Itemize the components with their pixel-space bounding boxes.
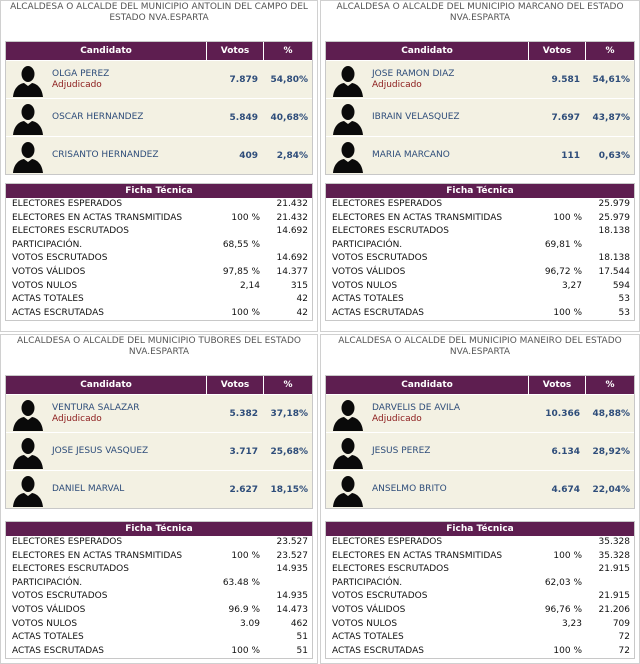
ficha-row: [326, 293, 634, 307]
ficha-value: 14.473: [276, 604, 308, 615]
ficha-row: [326, 280, 634, 294]
ficha-tecnica: [5, 183, 313, 321]
ficha-spacer: [582, 577, 634, 591]
avatar: [6, 435, 50, 469]
ficha-row: [6, 645, 312, 659]
candidate-name: JOSE RAMON DIAZ: [372, 68, 455, 79]
candidate-votes: 111: [561, 150, 580, 161]
ficha-pct: [536, 590, 582, 604]
ficha-pct: 63.48 %: [222, 577, 260, 588]
ficha-pct: [214, 252, 260, 266]
person-silhouette-icon: [331, 139, 365, 173]
candidate-row: [326, 432, 634, 470]
ficha-value: 72: [618, 645, 630, 656]
ficha-row: [6, 266, 312, 280]
candidate-name: DANIEL MARVAL: [52, 484, 125, 494]
candidate-name: VENTURA SALAZAR: [52, 402, 140, 413]
panel-maneiro: [320, 334, 640, 664]
ficha-pct: [214, 198, 260, 212]
header-pct: %: [605, 46, 615, 56]
ficha-value: 14.377: [276, 266, 308, 277]
results-header: [326, 376, 634, 394]
header-votes: Votos: [542, 380, 572, 390]
candidate-name-cell: [370, 69, 528, 91]
ficha-value: 14.935: [276, 591, 308, 602]
candidate-name-cell: [50, 403, 206, 425]
person-silhouette-icon: [11, 397, 45, 431]
person-silhouette-icon: [11, 101, 45, 135]
ficha-title: Ficha Técnica: [6, 184, 312, 198]
ficha-row: [326, 618, 634, 632]
candidate-pct: 43,87%: [592, 112, 630, 123]
ficha-label: VOTOS ESCRUTADOS: [332, 591, 428, 602]
avatar: [6, 397, 50, 431]
candidate-name-cell: [370, 112, 528, 123]
ficha-row: [6, 563, 312, 577]
ficha-pct: 3,23: [561, 618, 582, 629]
ficha-row: [6, 239, 312, 253]
ficha-row: [6, 577, 312, 591]
candidate-votes: 2.627: [229, 484, 258, 495]
ficha-label: VOTOS VÁLIDOS: [12, 604, 86, 615]
ficha-value: 315: [290, 280, 308, 291]
ficha-value: 51: [296, 645, 308, 656]
header-votes: Votos: [220, 380, 250, 390]
ficha-row: [6, 631, 312, 645]
ficha-pct: 96,72 %: [544, 266, 582, 277]
ficha-value: 53: [618, 307, 630, 318]
person-silhouette-icon: [11, 139, 45, 173]
ficha-value: 25.979: [598, 199, 630, 209]
header-pct: %: [283, 380, 293, 390]
candidate-votes: 5.849: [229, 112, 258, 123]
candidate-votes: 9.581: [551, 74, 580, 85]
person-silhouette-icon: [331, 435, 365, 469]
header-pct: %: [605, 380, 615, 390]
ficha-pct: 100 %: [231, 550, 260, 561]
ficha-pct: 100 %: [231, 307, 260, 318]
ficha-pct: 96,76 %: [544, 604, 582, 615]
results-header: [6, 376, 312, 394]
ficha-row: [326, 307, 634, 321]
ficha-pct: 62,03 %: [544, 577, 582, 588]
results-header: [326, 42, 634, 60]
ficha-row: [6, 252, 312, 266]
ficha-pct: [536, 198, 582, 212]
candidate-row: [6, 60, 312, 98]
ficha-label: ELECTORES EN ACTAS TRANSMITIDAS: [332, 550, 503, 561]
ficha-label: VOTOS NULOS: [332, 280, 398, 291]
ficha-row: [326, 590, 634, 604]
header-candidate: Candidato: [80, 46, 132, 56]
header-votes: Votos: [220, 46, 250, 56]
panel-antolin-del-campo: [0, 0, 318, 332]
header-candidate: Candidato: [80, 380, 132, 390]
ficha-spacer: [260, 239, 312, 253]
person-silhouette-icon: [331, 101, 365, 135]
ficha-value: 14.692: [276, 253, 308, 264]
candidate-row: [326, 470, 634, 508]
candidate-votes: 6.134: [551, 446, 580, 457]
ficha-pct: 97,85 %: [222, 266, 260, 277]
candidate-pct: 54,80%: [270, 74, 308, 85]
header-votes: Votos: [542, 46, 572, 56]
candidate-name-cell: [50, 69, 206, 91]
ficha-row: [326, 239, 634, 253]
ficha-value: 709: [612, 618, 630, 629]
candidate-pct: 54,61%: [592, 74, 630, 85]
ficha-tecnica: [325, 183, 635, 321]
candidate-pct: 22,04%: [592, 484, 630, 495]
ficha-pct: [536, 563, 582, 577]
candidate-name: OSCAR HERNANDEZ: [52, 112, 144, 122]
candidate-name-cell: [370, 403, 528, 425]
ficha-label: ACTAS ESCRUTADAS: [12, 645, 104, 656]
candidate-row: [326, 98, 634, 136]
panel-title: ALCALDESA O ALCALDE DEL MUNICIPIO MARCANO DEL ESTADO NVA.ESPARTA: [336, 2, 624, 23]
ficha-label: ACTAS ESCRUTADAS: [332, 645, 424, 656]
results-table: [325, 41, 635, 175]
ficha-pct: [214, 590, 260, 604]
candidate-pct: 18,15%: [270, 484, 308, 495]
candidate-row: [326, 136, 634, 174]
candidate-name: CRISANTO HERNANDEZ: [52, 150, 159, 160]
ficha-row: [326, 198, 634, 212]
avatar: [6, 63, 50, 97]
ficha-title: Ficha Técnica: [6, 522, 312, 536]
candidate-votes: 7.697: [551, 112, 580, 123]
ficha-row: [6, 604, 312, 618]
avatar: [6, 101, 50, 135]
ficha-label: PARTICIPACIÓN.: [12, 239, 83, 250]
panel-marcano: [320, 0, 640, 332]
ficha-value: 72: [618, 632, 630, 643]
ficha-row: [326, 550, 634, 564]
ficha-pct: 68,55 %: [222, 239, 260, 250]
ficha-label: PARTICIPACIÓN.: [332, 577, 403, 588]
ficha-label: VOTOS VÁLIDOS: [12, 266, 86, 277]
results-table: [5, 375, 313, 509]
ficha-title: Ficha Técnica: [326, 184, 634, 198]
ficha-pct: 100 %: [553, 550, 582, 561]
candidate-name-cell: [50, 446, 206, 457]
ficha-value: 21.206: [598, 604, 630, 615]
ficha-value: 21.915: [598, 564, 630, 575]
ficha-pct: 3.09: [239, 618, 260, 629]
ficha-row: [326, 212, 634, 226]
candidate-row: [326, 60, 634, 98]
ficha-label: ELECTORES ESCRUTADOS: [12, 564, 129, 575]
results-table: [325, 375, 635, 509]
candidate-name-cell: [370, 484, 528, 495]
candidate-row: [6, 432, 312, 470]
header-candidate: Candidato: [401, 380, 453, 390]
person-silhouette-icon: [11, 435, 45, 469]
ficha-label: VOTOS NULOS: [332, 618, 398, 629]
adjudicado-label: Adjudicado: [52, 79, 102, 90]
candidate-votes: 7.879: [229, 74, 258, 85]
ficha-label: VOTOS ESCRUTADOS: [12, 253, 108, 264]
ficha-pct: [536, 536, 582, 550]
ficha-row: [6, 212, 312, 226]
candidate-row: [326, 394, 634, 432]
ficha-label: ACTAS TOTALES: [12, 294, 84, 305]
avatar: [6, 139, 50, 173]
ficha-spacer: [582, 239, 634, 253]
results-table: [5, 41, 313, 175]
panel-tubores: [0, 334, 318, 664]
ficha-value: 35.328: [598, 550, 630, 561]
ficha-label: ACTAS TOTALES: [332, 294, 404, 305]
ficha-title: Ficha Técnica: [326, 522, 634, 536]
ficha-pct: 69,81 %: [544, 239, 582, 250]
avatar: [326, 435, 370, 469]
candidate-pct: 0,63%: [598, 150, 630, 161]
person-silhouette-icon: [331, 63, 365, 97]
ficha-row: [6, 293, 312, 307]
ficha-label: ACTAS ESCRUTADAS: [332, 307, 424, 318]
ficha-pct: 3,27: [561, 280, 582, 291]
ficha-pct: 100 %: [553, 212, 582, 223]
ficha-pct: 100 %: [231, 212, 260, 223]
ficha-pct: [214, 563, 260, 577]
ficha-label: ELECTORES ESCRUTADOS: [332, 226, 449, 237]
ficha-label: VOTOS NULOS: [12, 280, 78, 291]
candidate-votes: 4.674: [551, 484, 580, 495]
ficha-row: [326, 536, 634, 550]
avatar: [326, 139, 370, 173]
ficha-pct: 96.9 %: [228, 604, 260, 615]
ficha-row: [6, 307, 312, 321]
person-silhouette-icon: [11, 473, 45, 507]
ficha-row: [6, 225, 312, 239]
ficha-row: [326, 225, 634, 239]
ficha-row: [6, 618, 312, 632]
ficha-value: 462: [290, 618, 308, 629]
ficha-label: VOTOS VÁLIDOS: [332, 604, 406, 615]
ficha-row: [326, 631, 634, 645]
candidate-pct: 25,68%: [270, 446, 308, 457]
candidate-pct: 37,18%: [270, 408, 308, 419]
candidate-name: ANSELMO BRITO: [372, 484, 447, 494]
ficha-label: ACTAS TOTALES: [12, 632, 84, 643]
header-candidate: Candidato: [401, 46, 453, 56]
ficha-tecnica: [5, 521, 313, 659]
candidate-name: DARVELIS DE AVILA: [372, 402, 461, 413]
ficha-label: ACTAS TOTALES: [332, 632, 404, 643]
candidate-name-cell: [370, 446, 528, 457]
candidate-name: OLGA PEREZ: [52, 68, 110, 79]
candidate-name-cell: [50, 484, 206, 495]
candidate-pct: 28,92%: [592, 446, 630, 457]
ficha-value: 18.138: [598, 226, 630, 237]
ficha-pct: [214, 293, 260, 307]
ficha-label: ELECTORES EN ACTAS TRANSMITIDAS: [12, 212, 183, 223]
panel-title: ALCALDESA O ALCALDE DEL MUNICIPIO MANEIRO DEL ESTADO NVA.ESPARTA: [338, 336, 622, 357]
ficha-value: 17.544: [598, 266, 630, 277]
candidate-name-cell: [50, 112, 206, 123]
candidate-pct: 2,84%: [276, 150, 308, 161]
adjudicado-label: Adjudicado: [372, 413, 422, 424]
ficha-pct: 2,14: [239, 280, 260, 291]
candidate-row: [6, 394, 312, 432]
candidate-name: JOSE JESUS VASQUEZ: [52, 446, 149, 456]
candidate-pct: 40,68%: [270, 112, 308, 123]
results-header: [6, 42, 312, 60]
ficha-label: ELECTORES ESPERADOS: [332, 537, 443, 547]
ficha-pct: [536, 225, 582, 239]
candidate-votes: 3.717: [229, 446, 258, 457]
ficha-label: ELECTORES EN ACTAS TRANSMITIDAS: [332, 212, 503, 223]
ficha-row: [326, 577, 634, 591]
ficha-tecnica: [325, 521, 635, 659]
panel-title: ALCALDESA O ALCALDE DEL MUNICIPIO TUBORES DEL ESTADO NVA.ESPARTA: [17, 336, 301, 357]
ficha-value: 42: [296, 294, 308, 305]
ficha-label: VOTOS ESCRUTADOS: [12, 591, 108, 602]
ficha-label: VOTOS ESCRUTADOS: [332, 253, 428, 264]
ficha-pct: [214, 225, 260, 239]
ficha-value: 53: [618, 294, 630, 305]
ficha-value: 23.527: [276, 537, 308, 547]
ficha-value: 25.979: [598, 212, 630, 223]
ficha-pct: [536, 631, 582, 645]
ficha-label: PARTICIPACIÓN.: [332, 239, 403, 250]
ficha-value: 18.138: [598, 253, 630, 264]
ficha-label: ELECTORES ESPERADOS: [12, 199, 123, 209]
candidate-name-cell: [50, 150, 206, 161]
person-silhouette-icon: [11, 63, 45, 97]
ficha-row: [6, 550, 312, 564]
ficha-label: ELECTORES ESCRUTADOS: [332, 564, 449, 575]
candidate-pct: 48,88%: [592, 408, 630, 419]
ficha-label: ELECTORES ESPERADOS: [332, 199, 443, 209]
avatar: [326, 101, 370, 135]
ficha-value: 35.328: [598, 537, 630, 547]
avatar: [326, 397, 370, 431]
ficha-pct: 100 %: [553, 645, 582, 656]
ficha-pct: [214, 536, 260, 550]
ficha-row: [326, 563, 634, 577]
ficha-label: PARTICIPACIÓN.: [12, 577, 83, 588]
ficha-pct: [536, 293, 582, 307]
person-silhouette-icon: [331, 473, 365, 507]
candidate-row: [6, 98, 312, 136]
header-pct: %: [283, 46, 293, 56]
candidate-votes: 5.382: [229, 408, 258, 419]
ficha-pct: [214, 631, 260, 645]
ficha-row: [6, 198, 312, 212]
person-silhouette-icon: [331, 397, 365, 431]
ficha-row: [6, 590, 312, 604]
panel-title: ALCALDESA O ALCALDE DEL MUNICIPIO ANTOLIN DEL CAMPO DEL ESTADO NVA.ESPARTA: [10, 2, 308, 23]
adjudicado-label: Adjudicado: [52, 413, 102, 424]
ficha-pct: 100 %: [231, 645, 260, 656]
candidate-row: [6, 470, 312, 508]
ficha-pct: 100 %: [553, 307, 582, 318]
ficha-label: ACTAS ESCRUTADAS: [12, 307, 104, 318]
ficha-row: [326, 266, 634, 280]
ficha-row: [6, 536, 312, 550]
ficha-pct: [536, 252, 582, 266]
ficha-value: 21.432: [276, 199, 308, 209]
candidate-name: MARIA MARCANO: [372, 150, 450, 160]
ficha-value: 594: [612, 280, 630, 291]
ficha-value: 14.692: [276, 226, 308, 237]
candidate-name: IBRAIN VELASQUEZ: [372, 112, 460, 122]
ficha-value: 23.527: [276, 550, 308, 561]
ficha-value: 21.915: [598, 591, 630, 602]
candidate-name: JESUS PEREZ: [372, 446, 431, 456]
ficha-spacer: [260, 577, 312, 591]
ficha-label: ELECTORES ESPERADOS: [12, 537, 123, 547]
ficha-label: VOTOS VÁLIDOS: [332, 266, 406, 277]
ficha-value: 51: [296, 632, 308, 643]
avatar: [6, 473, 50, 507]
avatar: [326, 473, 370, 507]
candidate-name-cell: [370, 150, 528, 161]
candidate-row: [6, 136, 312, 174]
ficha-label: ELECTORES ESCRUTADOS: [12, 226, 129, 237]
candidate-votes: 409: [239, 150, 258, 161]
ficha-value: 42: [296, 307, 308, 318]
candidate-votes: 10.366: [545, 408, 580, 419]
ficha-row: [326, 252, 634, 266]
ficha-value: 14.935: [276, 564, 308, 575]
ficha-label: ELECTORES EN ACTAS TRANSMITIDAS: [12, 550, 183, 561]
adjudicado-label: Adjudicado: [372, 79, 422, 90]
ficha-label: VOTOS NULOS: [12, 618, 78, 629]
ficha-row: [6, 280, 312, 294]
ficha-row: [326, 604, 634, 618]
ficha-row: [326, 645, 634, 659]
avatar: [326, 63, 370, 97]
ficha-value: 21.432: [276, 212, 308, 223]
